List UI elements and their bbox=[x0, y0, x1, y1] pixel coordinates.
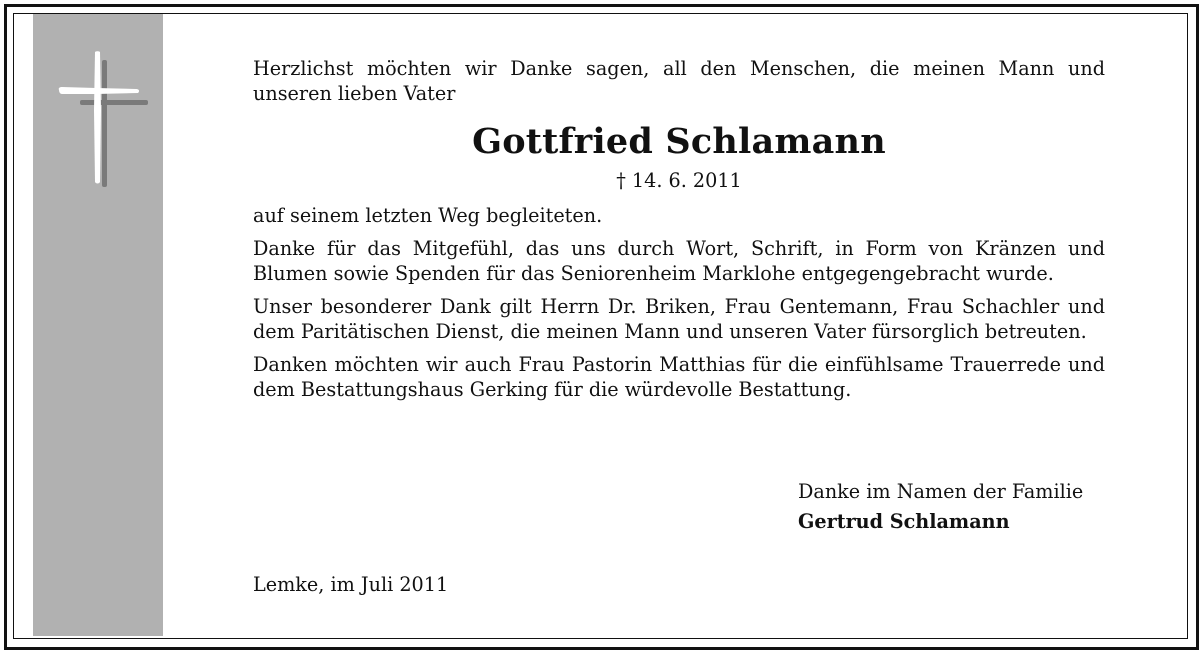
place-date: Lemke, im Juli 2011 bbox=[253, 573, 449, 596]
paragraph: Danken möchten wir auch Frau Pastorin Matthias für die einfühlsame Trauerrede und dem Bestattungshaus Gerking für die würdevolle Bestattung. bbox=[253, 353, 1105, 401]
paragraph: Danke für das Mitgefühl, das uns durch Wort, Schrift, in Form von Kränzen und Blumen sowie Spenden für das Seniorenheim Marklohe entgegengebracht wurde. bbox=[253, 237, 1105, 285]
death-date: † 14. 6. 2011 bbox=[616, 169, 742, 192]
signature-line: Danke im Namen der Familie bbox=[798, 480, 1084, 503]
signature-block bbox=[798, 479, 1083, 535]
signature-name: Gertrud Schlamann bbox=[798, 510, 1010, 533]
paragraph: Unser besonderer Dank gilt Herrn Dr. Briken, Frau Gentemann, Frau Schachler und dem Paritätischen Dienst, die meinen Mann und unseren Vater fürsorglich betreuten. bbox=[253, 295, 1105, 343]
paragraph: auf seinem letzten Weg begleiteten. bbox=[253, 204, 603, 227]
notice-body bbox=[253, 56, 1105, 402]
intro-text: Herzlichst möchten wir Danke sagen, all den Menschen, die meinen Mann und unseren lieben Vater bbox=[253, 57, 1105, 105]
cross-icon bbox=[56, 50, 152, 190]
deceased-name: Gottfried Schlamann bbox=[472, 121, 886, 162]
